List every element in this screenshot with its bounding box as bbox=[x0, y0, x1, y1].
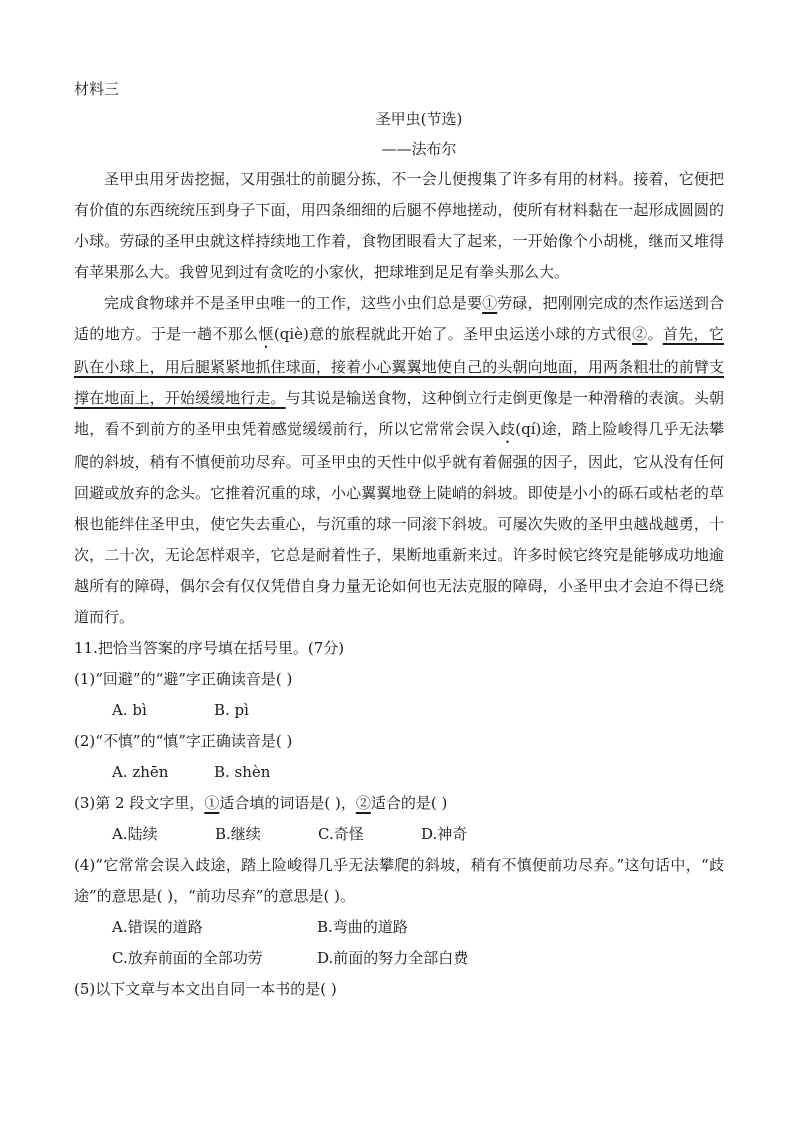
option-c: C.放弃前面的全部功劳 bbox=[112, 949, 263, 967]
question-3-text bbox=[74, 788, 724, 819]
article-title: 圣甲虫(节选) bbox=[375, 110, 463, 128]
option-a: A.错误的道路 bbox=[112, 918, 203, 936]
exam-page bbox=[74, 74, 724, 1005]
pinyin-qi: (qí) bbox=[515, 420, 542, 438]
question-4-text: (4)“它常常会误入歧途，踏上险峻得几乎无法攀爬的斜坡，稍有不慎便前功尽弃。”这句话中，“歧途”的意思是( )，“前功尽弃”的意思是( )。 bbox=[74, 856, 724, 905]
option-a: A. bì bbox=[112, 701, 147, 719]
question-3-part-a: (3)第 2 段文字里， bbox=[74, 794, 205, 812]
question-3-part-b: 适合填的词语是( )， bbox=[219, 794, 356, 812]
option-d: D.神奇 bbox=[421, 825, 468, 843]
circled-2: ② bbox=[355, 794, 371, 812]
blank-2: ② bbox=[632, 325, 648, 343]
option-b: B. pì bbox=[214, 701, 249, 719]
option-b: B.继续 bbox=[215, 825, 261, 843]
section-label: 材料三 bbox=[74, 80, 120, 98]
paragraph-2 bbox=[74, 288, 724, 633]
blank-1: ① bbox=[482, 294, 498, 312]
paragraph-2-part-e: 与其说是输送食物，这种倒立行走倒更像是一种滑稽的表演。头朝地，看不到前方的圣甲虫凭着感觉缓缓前行，所以它常常会误入 bbox=[74, 389, 724, 438]
question-2-text: (2)“不慎”的“慎”字正确读音是( ) bbox=[74, 732, 293, 750]
dotted-char-qi: 歧 bbox=[500, 420, 516, 438]
question-1-options bbox=[74, 695, 724, 726]
question-4-options-row-2 bbox=[74, 943, 724, 974]
article-author: ——法布尔 bbox=[381, 140, 457, 158]
question-11-head: 11.把恰当答案的序号填在括号里。(7分) bbox=[74, 639, 345, 657]
option-b: B. shèn bbox=[214, 763, 271, 781]
paragraph-2-part-d: 。 bbox=[647, 325, 663, 343]
paragraph-1: 圣甲虫用牙齿挖掘，又用强壮的前腿分拣，不一会儿便搜集了许多有用的材料。接着，它便把有价值的东西统统压到身子下面，用四条细细的后腿不停地搓动，使所有材料黏在一起形成圆圆的小球。劳碌的圣甲虫就这样持续地工作着，食物团眼看大了起来，一开始像个小胡桃，继而又堆得有苹果那么大。我曾见到过有贪吃的小家伙，把球堆到足足有拳头那么大。 bbox=[74, 170, 724, 281]
pinyin-qie: (qiè) bbox=[273, 325, 309, 343]
question-4-options-row-1 bbox=[74, 912, 724, 943]
question-3-part-c: 适合的是( ) bbox=[370, 794, 448, 812]
question-1-text: (1)“回避”的“避”字正确读音是( ) bbox=[74, 670, 293, 688]
dotted-char-qie: 惬 bbox=[258, 325, 274, 343]
option-a: A. zhēn bbox=[112, 763, 169, 781]
paragraph-2-part-f: 途，踏上险峻得几乎无法攀爬的斜坡，稍有不慎便前功尽弃。可圣甲虫的天性中似乎就有着倔强的因子，因此，它从没有任何回避或放弃的念头。它推着沉重的球，小心翼翼地登上陡峭的斜坡。即使是小小的砾石或枯老的草根也能绊住圣甲虫，使它失去重心，与沉重的球一同滚下斜坡。可屡次失败的圣甲虫越战越勇，十次，二十次，无论怎样艰辛，它总是耐着性子，果断地重新来过。许多时候它终究是能够成功地逾越所有的障碍，偶尔会有仅仅凭借自身力量无论如何也无法克服的障碍，小圣甲虫才会迫不得已绕道而行。 bbox=[74, 420, 724, 626]
paragraph-2-part-a: 完成食物球并不是圣甲虫唯一的工作，这些小虫们总是要 bbox=[104, 294, 483, 312]
circled-1: ① bbox=[204, 794, 220, 812]
option-d: D.前面的努力全部白费 bbox=[317, 949, 469, 967]
option-a: A.陆续 bbox=[112, 825, 158, 843]
underlined-sentence: 首先，它趴在小球上，用后腿紧紧地抓住球面，接着小心翼翼地使自己的头朝向地面，用两条粗壮的前臂支撑在地面上，开始缓缓地行走。 bbox=[74, 325, 724, 407]
question-2-options bbox=[74, 757, 724, 788]
paragraph-2-part-c: 意的旅程就此开始了。圣甲虫运送小球的方式很 bbox=[308, 325, 633, 343]
question-3-options bbox=[74, 819, 724, 850]
question-5-text: (5)以下文章与本文出自同一本书的是( ) bbox=[74, 980, 337, 998]
option-b: B.弯曲的道路 bbox=[317, 918, 408, 936]
option-c: C.奇怪 bbox=[318, 825, 364, 843]
paragraph-2-part-b: 劳碌，把刚刚完成的杰作运送到合适的地方。于是一趟不那么 bbox=[74, 294, 724, 343]
